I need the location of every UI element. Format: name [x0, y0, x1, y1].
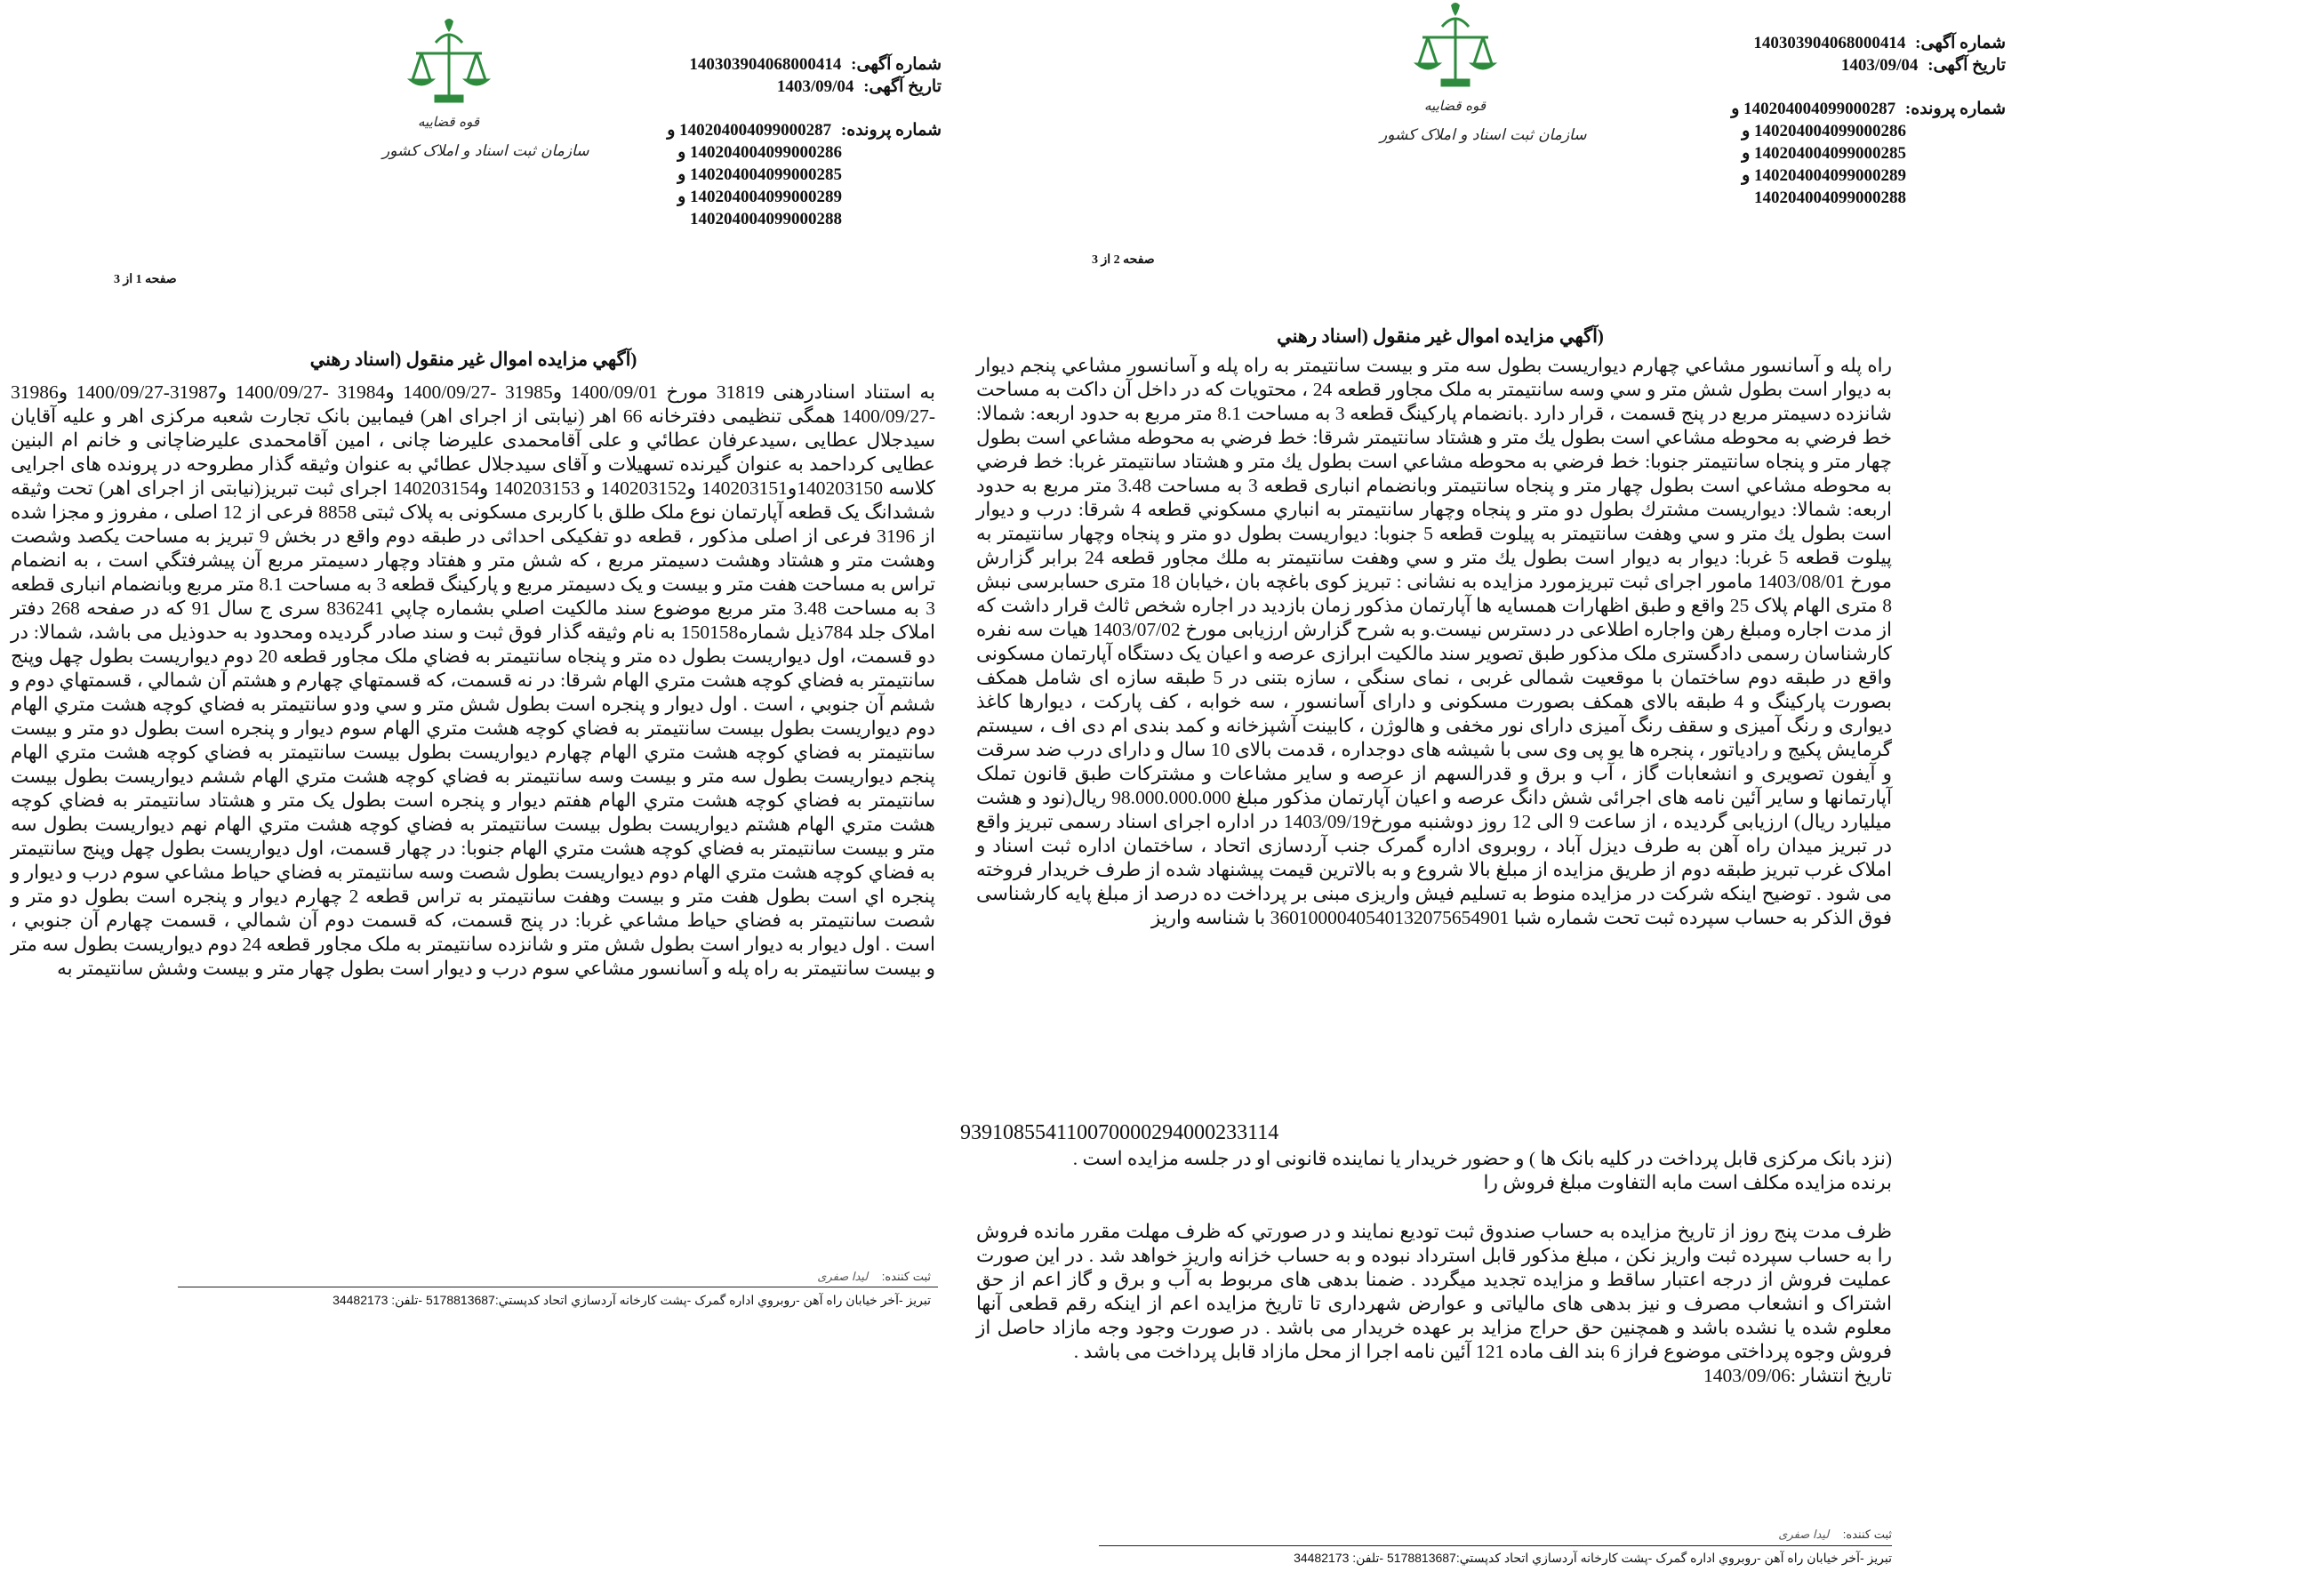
- registrar-line: [1778, 1528, 1892, 1542]
- case-number: 140204004099000289 و: [677, 188, 842, 206]
- notice-number-row: [1731, 32, 2006, 54]
- winner-obligation: برنده مزایده مکلف است مابه التفاوت مبلغ فروش را: [1483, 1172, 1892, 1193]
- case-number-row: [667, 119, 942, 141]
- case-number-label: شماره پرونده:: [840, 121, 942, 140]
- notice-body: راه پله و آسانسور مشاعي چهارم دیواریست بطول سه متر و بیست سانتیمتر به راه پله و آسانسور مشاعي پنجم دیوار به دیوار است بطول شش متر و سي وسه سانتیمتر به ملک مجاور قطعه 24 ، محتویات که در داخل آن داکت به مساحت شانزده دسیمتر مربع در پنج قسمت ، قرار دارد .بانضمام پارکینگ قطعه 3 به مساحت 8.1 متر مربع به حدود اربعه: شمالا: خط فرضي به محوطه مشاعي است بطول يك متر و هشتاد سانتيمتر شرقا: خط فرضي به محوطه مشاعي است بطول چهار متر و پنجاه سانتيمتر جنوبا: خط فرضي به محوطه مشاعي است بطول يك متر و هشتاد سانتيمتر غربا: خط فرضي به محوطه مشاعي است بطول چهار متر و پنجاه سانتيمتر وبانضمام انباری قطعه 3 به مساحت 3.48 متر مربع به حدود اربعه: شمالا: دیواریست مشترك بطول دو متر و پنجاه وچهار سانتیمتر به انباري مسكوني قطعه 4 شرقا: درب و دیوار است بطول یك متر و سي وهفت سانتیمتر به پیلوت قطعه 5 جنوبا: دیواریست بطول دو متر و پنجاه وچهار سانتیمتر به پیلوت قطعه 5 غربا: دیوار به دیوار است بطول یك متر و سي وهفت سانتیمتر به ملك مجاور قطعه 24 برابر گزارش مورخ 1403/08/01 مامور اجرای ثبت تبریزمورد مزایده به نشانی : تبریز کوی باغچه بان ،خیابان 18 متری حسابرسی نبش 8 متری الهام پلاک 25 واقع و طبق اظهارات همسایه ها آپارتمان مذکور زمان بازدید در اجاره شخص ثالث قرار داشت که از مدت اجاره ومبلغ رهن واجاره اطلاعی در دسترس نیست.و به شرح گزارش ارزیابی مورخ 1403/07/02 هیات سه نفره کارشناسان رسمی دادگستری ملک مذکور طبق تصویر سند مالکیت ابرازی عرصه و اعیان یک دستگاه آپارتمان مسکونی واقع در طبقه دوم ساختمان با موقعیت شمالی غربی ، نمای سنگی ، سازه بتنی در 5 طبقه سازه ای شامل همکف بصورت پارکینگ و 4 طبقه بالای همکف بصورت مسکونی و دارای آسانسور ، سه خوابه ، کف پارکت ، دیوارها کاغذ دیواری و رنگ آمیزی و سقف رنگ آمیزی دارای نور مخفی و هالوژن ، کابینت آشپزخانه و کمد بندی ام دی اف ، سیستم گرمایش پکیج و رادیاتور ، پنجره ها یو پی وی سی با شیشه های دوجداره ، قدمت بالای 10 سال و دارای درب ضد سرقت و آیفون تصویری و انشعابات گاز ، آب و برق و قدرالسهم از عرصه و سایر مشاعات و مشترکات طبق قانون تملک آپارتمانها و سایر آئین نامه های اجرائی شش دانگ عرصه و اعیان آپارتمان مذکور مبلغ 98.000.000.000 ریال(نود و هشت میلیارد ریال) ارزیابی گردیده ، از ساعت 9 الی 12 روز دوشنبه مورخ1403/09/19 در اداره اجرای اسناد رسمی تبریز واقع در تبریز میدان راه آهن به طرف دیزل آباد ، روبروی اداره گمرک جنب آردسازی اتحاد ، ساختمان اداره ثبت اسناد و املاک غرب تبریز طبقه دوم از طریق مزایده از مبلغ بالا شروع و به بالاترین قیمت پیشنهاد شده از طرف خریدار فروخته می شود . توضیح اینکه شرکت در مزایده منوط به تسلیم فیش واریزی مبنی بر پرداخت ده درصد از مبلغ پایه کارشناسی فوق الذکر به حساب سپرده ثبت تحت شماره شبا 3601000040540132075654901 با شناسه واریز: [976, 355, 1893, 928]
- notice-date-label: تاریخ آگهی:: [863, 77, 942, 96]
- registrar-label: ثبت کننده:: [881, 1270, 931, 1283]
- notice-number-label: شماره آگهی:: [1915, 34, 2006, 52]
- page-1: [0, 0, 947, 1596]
- notice-number-row: [667, 53, 942, 76]
- case-number-label: شماره پرونده:: [1904, 100, 2006, 118]
- page-number: صفحه 2 از 3: [1092, 253, 1155, 267]
- notice-title: (آگهي مزايده اموال غير منقول (اسناد رهني: [1277, 325, 1604, 347]
- judiciary-label: قوه قضاییه: [418, 114, 480, 130]
- notice-date-label: تاریخ آگهی:: [1927, 56, 2006, 75]
- case-number: 140204004099000287 و: [1731, 100, 1896, 118]
- notice-date-row: [1731, 54, 2006, 76]
- judiciary-label: قوه قضاییه: [1424, 98, 1487, 114]
- case-number-row: [1731, 98, 2006, 120]
- page-2: [960, 0, 2308, 1596]
- notice-date: 1403/09/04: [1840, 56, 1919, 75]
- notice-number: 140303904068000414: [689, 55, 842, 74]
- notice-date: 1403/09/04: [776, 77, 854, 96]
- registrar-name: لیدا صفری: [817, 1270, 869, 1283]
- registrar-label: ثبت کننده:: [1842, 1528, 1892, 1541]
- notice-number-label: شماره آگهی:: [851, 55, 942, 74]
- notice-meta: [1731, 32, 2006, 209]
- case-number: 140204004099000288: [1754, 188, 1906, 207]
- notice-body-continued: [976, 1220, 1892, 1388]
- deposit-note: (نزد بانک مرکزی قابل پرداخت در کلیه بانک ها ) و حضور خریدار یا نماینده قانونی او در جلسه مزایده است .: [1072, 1148, 1892, 1169]
- case-number: 140204004099000286 و: [1742, 122, 1906, 140]
- notice-title: (آگهي مزايده اموال غير منقول (اسناد رهني: [309, 349, 637, 370]
- footer-address: تبریز -آخر خیابان راه آهن -روبروي اداره گمرک -پشت کارخانه آردسازي اتحاد کدپستي:5178813687 -تلفن: 34482173: [333, 1293, 931, 1307]
- case-number: 140204004099000287 و: [667, 121, 832, 140]
- notice-meta: [667, 53, 942, 230]
- case-number: 140204004099000285 و: [1742, 144, 1906, 163]
- case-number: 140204004099000289 و: [1742, 166, 1906, 185]
- footer-divider: [1099, 1545, 1892, 1546]
- notice-date-row: [667, 76, 942, 98]
- notice-body: به استناد اسنادرهنی 31819 مورخ 1400/09/01 و31985 -1400/09/27 و31984 -1400/09/27 و31987-1400/09/27 و31986 -1400/09/27 همگی تنظیمی دفترخانه 66 اهر (نیابتی از اجرای اهر) فیمابین بانک تجارت شعبه مرکزی اهر و علیه آقایان سیدجلال عطایی ،سیدعرفان عطائي و علی آقامحمدی علیرضا چانی ، امین آقامحمدی علیرضاچانی و خانم ام البنین عطایی کرداحمد به عنوان گیرنده تسهیلات و آقای سیدجلال عطائي به عنوان وثیقه گذار مطروحه در پرونده های اجرایی کلاسه 140203150و140203151 و140203152 و 140203153 و140203154 اجرای ثبت تبریز(نیابتی از اجرای اهر) تحت وثیقه ششدانگ یک قطعه آپارتمان نوع ملک طلق با کاربری مسکونی به پلاک ثبتی 8858 فرعی از 12 اصلی ، مفروز و مجزا شده از 3196 فرعی از اصلی مذکور ، قطعه دو تفکیکی احداثی در طبقه دوم واقع در بخش 9 تبریز به مساحت یکصد وشصت وهشت متر و هشتاد وهشت دسیمتر مربع ، که شش متر و هفتاد وچهار دسیمتر مربع آن پیشرفتگي است ، به انضمام تراس به مساحت هفت متر و بیست و یک دسیمتر مربع و پارکینگ قطعه 3 به مساحت 8.1 متر مربع وبانضمام انباری قطعه 3 به مساحت 3.48 متر مربع موضوع سند مالکیت اصلي بشماره چاپي 836241 سری ج سال 91 که در صفحه 268 دفتر املاک جلد 784ذیل شماره150158 به نام وثیقه گذار فوق ثبت و سند صادر گردیده ومحدود به حدوذیل می باشد، شمالا: در دو قسمت، اول دیواریست بطول ده متر و پنجاه سانتیمتر به فضاي ملک مجاور قطعه 20 دوم دیواریست بطول چهل وپنج سانتیمتر به فضاي کوچه هشت متري الهام شرقا: در نه قسمت، که قسمتهاي چهارم و هشتم آن شمالي ، قسمتهاي دوم و ششم آن جنوبي ، است . اول دیوار و پنجره است بطول شش متر و سي ودو سانتیمتر به فضاي کوچه هشت متري الهام دوم دیواریست بطول بیست سانتیمتر به فضاي کوچه هشت متري الهام سوم دیوار و پنجره است بطول دو متر و بیست سانتیمتر به فضاي کوچه هشت متري الهام چهارم دیواریست بطول بیست سانتیمتر به فضاي کوچه هشت متري الهام پنجم دیواریست بطول سه متر و بیست وسه سانتیمتر به فضاي کوچه هشت متري الهام ششم دیواریست بطول بیست سانتیمتر به فضاي کوچه هشت متري الهام هفتم دیوار و پنجره است بطول یک متر و هشتاد سانتیمتر به فضاي کوچه هشت متري الهام هشتم دیواریست بطول بیست سانتیمتر به فضاي کوچه هشت متري الهام نهم دیواریست بطول سه متر و بیست سانتیمتر به فضاي کوچه هشت متري الهام جنوبا: در چهار قسمت، اول دیواریست بطول چهل وپنج سانتیمتر به فضاي کوچه هشت متري الهام دوم دیواریست بطول شصت وسه سانتیمتر به فضاي حیاط مشاعي سوم درب و دیوار و پنجره اي است بطول هفت متر و بیست وهفت سانتیمتر به تراس قطعه 2 چهارم دیوار و پنجره است بطول دو متر و شصت سانتیمتر به فضاي حیاط مشاعي غربا: در پنج قسمت، که قسمت دوم آن شمالي ، قسمت چهارم آن جنوبي ، است . اول دیوار به دیوار است بطول شش متر و شانزده سانتیمتر به ملک مجاور قطعه 24 دوم دیواریست بطول سه متر و بیست سانتیمتر به راه پله و آسانسور مشاعي سوم درب و دیوار است بطول چهار متر و بیست وشش سانتیمتر به: [11, 381, 936, 979]
- case-number: 140204004099000286 و: [677, 143, 842, 162]
- registrar-name: لیدا صفری: [1778, 1528, 1830, 1541]
- organization-name: سازمان ثبت اسناد و املاک کشور: [382, 142, 589, 160]
- notice-number: 140303904068000414: [1753, 34, 1906, 52]
- terms-paragraph: ظرف مدت پنج روز از تاریخ مزایده به حساب صندوق ثبت تودیع نمایند و در صورتي که ظرف مهلت مقرر مانده فروش را به حساب سپرده ثبت واریز نکن ، مبلغ مذکور قابل استرداد نبوده و به حساب خزانه واریز خواهد شد . در این صورت عملیت فروش از درجه اعتبار ساقط و مزایده تجدید میگردد . ضمنا بدهی های مربوط به آب و برق و گاز اعم از حق اشتراک و انشعاب مصرف و نیز بدهی های مالیاتی و عوارض شهرداری تا تاریخ مزایده اعم از اینکه رقم قطعی آنها معلوم شده یا نشده باشد و همچنین حق حراج مزاید بر عهده خریدار می باشد . در صورت وجود وجه مازاد حاصل از فروش وجوه پرداختی موضوع فراز 6 بند الف ماده 121 آئین نامه اجرا از محل مازاد قابل پرداخت می باشد .: [976, 1221, 1892, 1362]
- page-number: صفحه 1 از 3: [114, 273, 177, 286]
- footer-address: تبریز -آخر خیابان راه آهن -روبروي اداره گمرک -پشت کارخانه آردسازي اتحاد کدپستي:5178813687 -تلفن: 34482173: [1294, 1551, 1892, 1565]
- publish-date: تاریخ انتشار :1403/09/06: [1703, 1365, 1892, 1386]
- case-number: 140204004099000288: [690, 210, 842, 229]
- case-number: 140204004099000285 و: [677, 165, 842, 184]
- organization-name: سازمان ثبت اسناد و املاک کشور: [1380, 126, 1587, 144]
- deposit-id: 939108554110070000294000233114: [960, 1121, 1279, 1144]
- registrar-line: [817, 1270, 931, 1284]
